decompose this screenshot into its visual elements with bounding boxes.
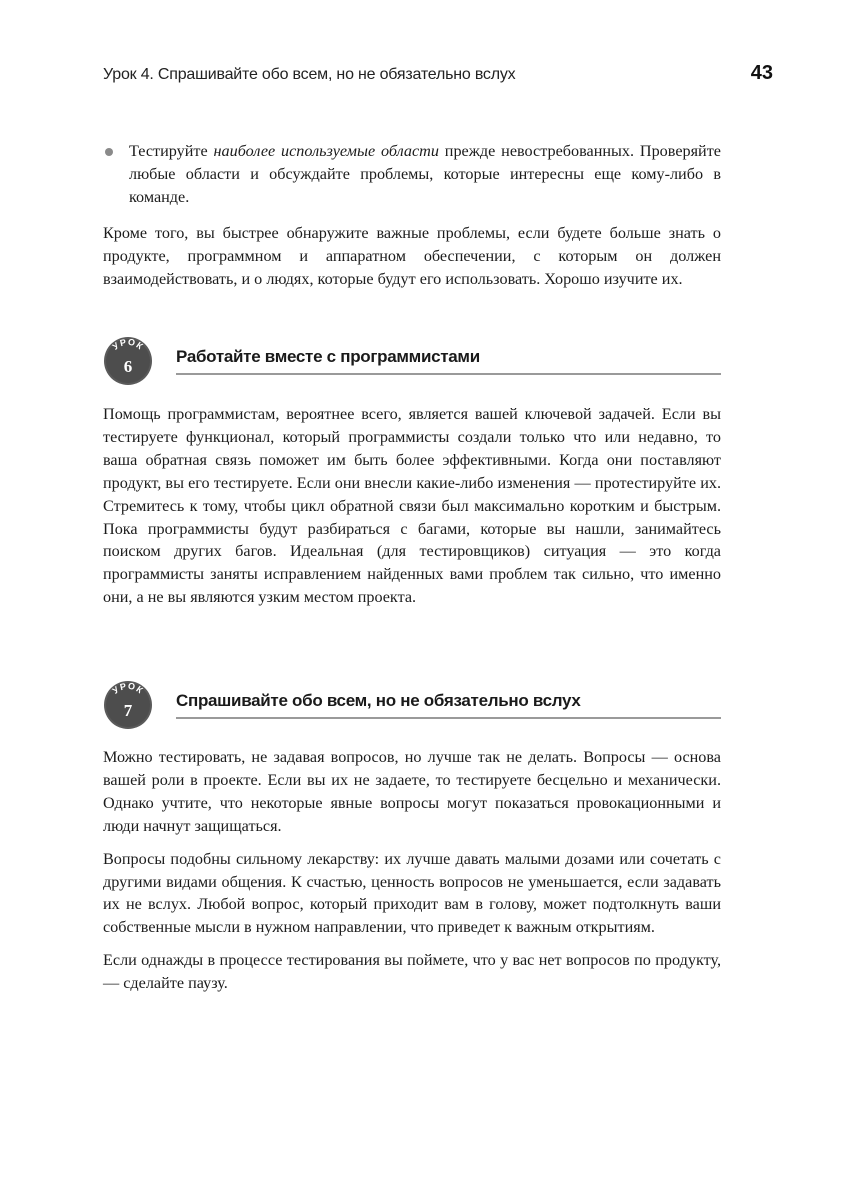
paragraph: Кроме того, вы быстрее обнаружите важные проблемы, если будете больше знать о продукте, программном и аппаратном обеспечении, с которым он должен взаимодействовать, и о людях, которые будут его использовать. Хорошо изучите их.: [103, 224, 721, 288]
lesson-badge-word: УРОК: [110, 336, 146, 352]
lesson-title: Работайте вместе с программистами: [176, 347, 480, 366]
paragraph: Если однажды в процессе тестирования вы поймете, что у вас нет вопросов по продукту, — сделайте паузу.: [103, 951, 721, 993]
bullet-suffix: прежде невостребованных. Проверяйте любые области и обсуждайте проблемы, которые интересны еще кому-либо в команде.: [129, 142, 721, 206]
running-header: [103, 62, 773, 92]
paragraph: Помощь программистам, вероятнее всего, является вашей ключевой задачей. Если вы тестируете функционал, который программисты создали только что или недавно, то ваша обратная связь поможет им быть более эффективными. Когда они поставляют продукт, вы его тестируете. Если они внесли какие-либо изменения — протестируйте их. Стремитесь к тому, чтобы цикл обратной связи был максимально коротким и быстрым. Пока программисты будут разбираться с багами, которые вы нашли, занимайтесь поиском других багов. Идеальная (для тестировщиков) ситуация — это когда программисты заняты исправлением найденных вами проблем так сильно, что именно они, а не вы являются узким местом проекта.: [103, 405, 721, 607]
lesson-badge-icon: [103, 336, 153, 386]
lesson-badge-word: УРОК: [110, 680, 146, 696]
bullet-emphasis: наиболее используемые области: [213, 142, 439, 160]
lesson-title: Спрашивайте обо всем, но не обязательно вслух: [176, 691, 581, 710]
lesson-7-heading: [103, 680, 721, 728]
intro-paragraph: [103, 222, 721, 291]
bullet-dot-icon: [105, 148, 113, 156]
paragraph: Вопросы подобны сильному лекарству: их лучше давать малыми дозами или сочетать с другими видами общения. К счастью, ценность вопросов не уменьшается, если задавать их не вслух. Любой вопрос, который приходит вам в голову, может подтолкнуть ваши собственные мысли в нужном направлении, что приведет к важным открытиям.: [103, 849, 721, 937]
heading-rule: [176, 373, 721, 375]
lesson-6-heading: [103, 336, 721, 384]
heading-rule: [176, 717, 721, 719]
bullet-prefix: Тестируйте: [129, 142, 214, 160]
lesson-badge-number: 6: [123, 357, 133, 376]
bullet-item: [103, 140, 721, 209]
lesson-badge-number: 7: [123, 701, 133, 720]
lesson-6-body: [103, 403, 721, 609]
running-title: Урок 4. Спрашивайте обо всем, но не обязательно вслух: [103, 66, 516, 83]
page-number: 43: [750, 62, 773, 84]
lesson-badge-icon: [103, 680, 153, 730]
paragraph: Можно тестировать, не задавая вопросов, но лучше так не делать. Вопросы — основа вашей роли в проекте. Если вы их не задаете, то тестируете бесцельно и механически. Однако учтите, что некоторые явные вопросы могут показаться провокационными и люди начнут защищаться.: [103, 748, 721, 835]
lesson-7-body: [103, 746, 721, 995]
bullet-text: [129, 140, 721, 209]
